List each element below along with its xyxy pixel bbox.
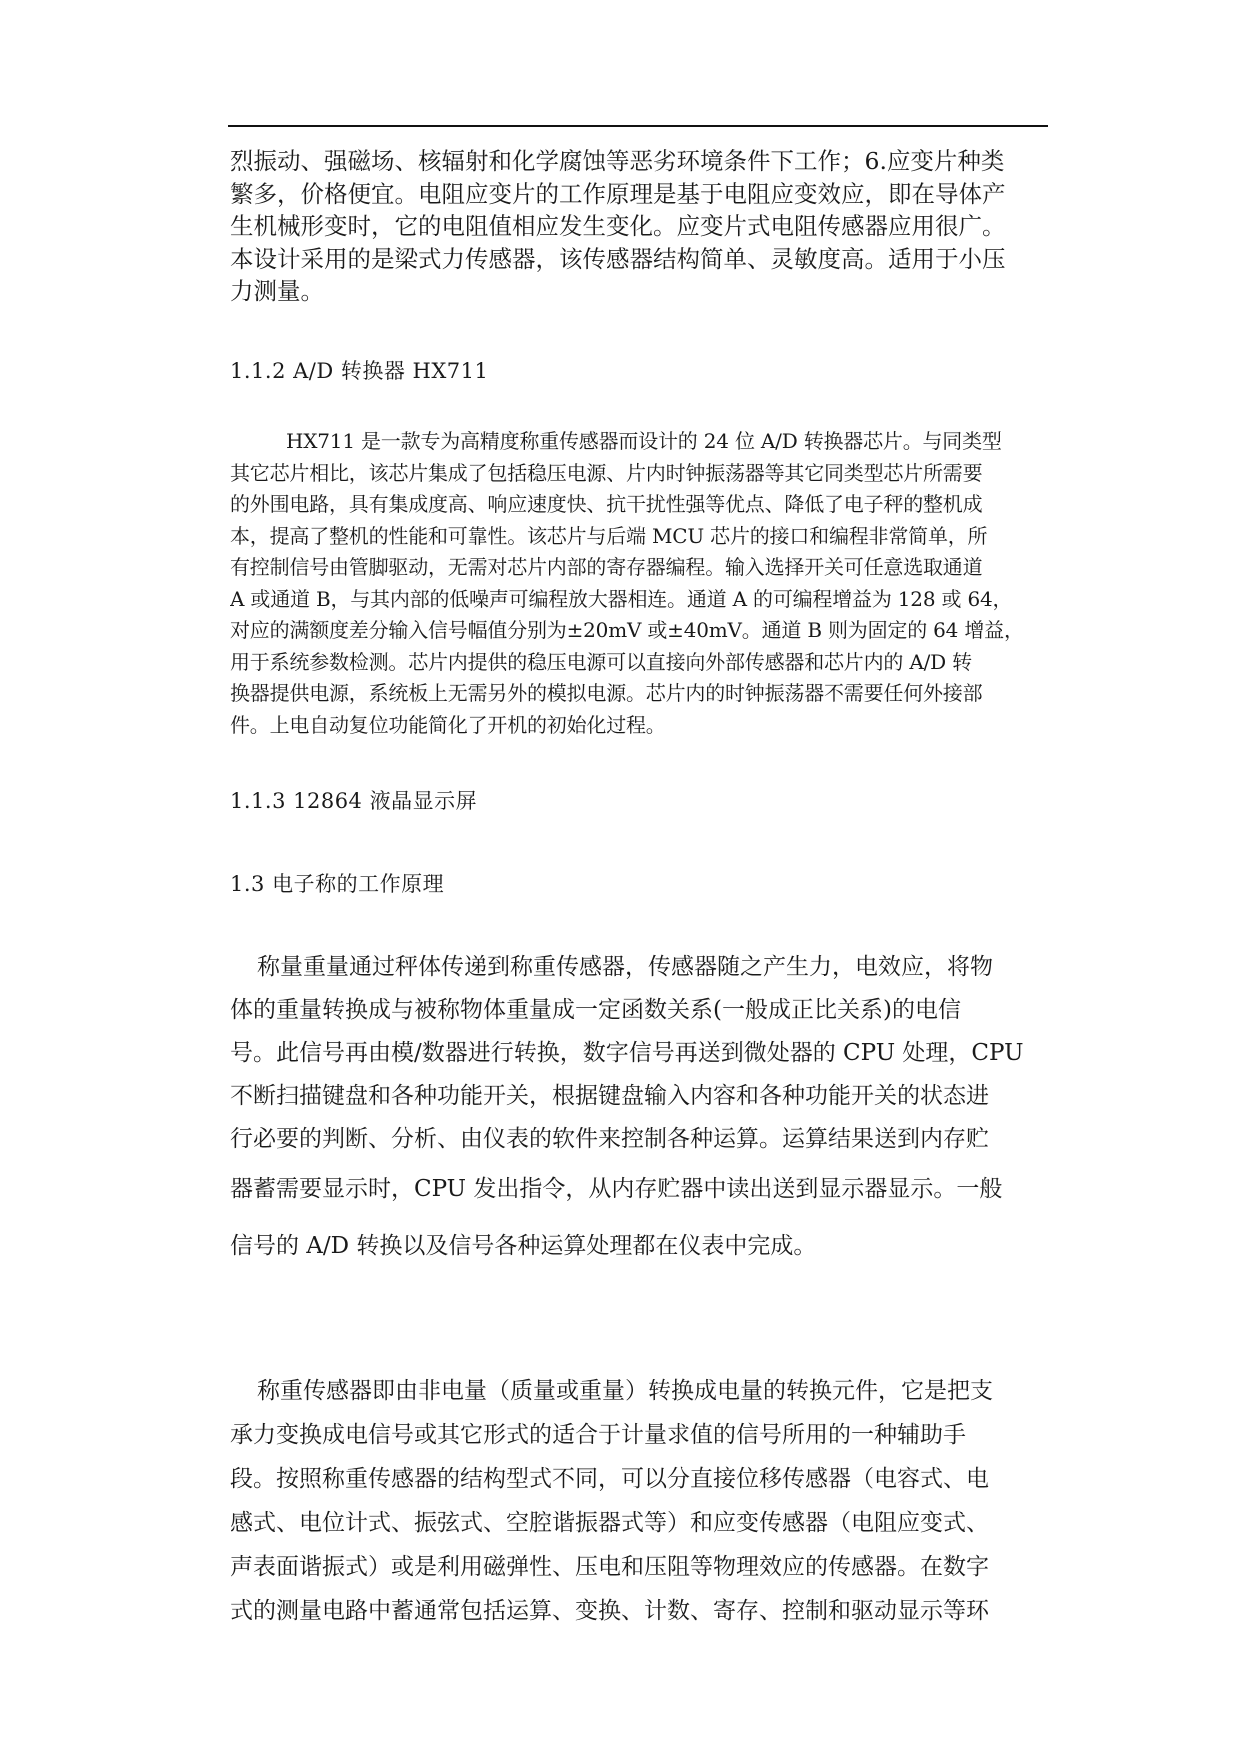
text-line: 感式、电位计式、振弦式、空腔谐振器式等）和应变传感器（电阻应变式、 (230, 1510, 989, 1536)
text-line: 用于系统参数检测。芯片内提供的稳压电源可以直接向外部传感器和芯片内的 A/D 转 (230, 649, 972, 674)
text-line: 声表面谐振式）或是利用磁弹性、压电和压阻等物理效应的传感器。在数字 (230, 1554, 989, 1580)
text-line: HX711 是一款专为高精度称重传感器而设计的 24 位 A/D 转换器芯片。与同类型 (286, 429, 1002, 453)
text-line: 烈振动、强磁场、核辐射和化学腐蚀等恶劣环境条件下工作；6.应变片种类 (230, 147, 1005, 175)
text-line: 繁多，价格便宜。电阻应变片的工作原理是基于电阻应变效应，即在导体产 (230, 179, 1006, 208)
text-line: 行必要的判断、分析、由仪表的软件来控制各种运算。运算结果送到内存贮 (230, 1126, 989, 1152)
text-line: 段。按照称重传感器的结构型式不同，可以分直接位移传感器（电容式、电 (230, 1466, 989, 1492)
paragraph-hx711 (230, 426, 1050, 741)
text-line: 力测量。 (230, 277, 324, 305)
header-rule (228, 125, 1048, 127)
text-line: 有控制信号由管脚驱动，无需对芯片内部的寄存器编程。输入选择开关可任意选取通道 (230, 555, 983, 579)
text-line: 体的重量转换成与被称物体重量成一定函数关系(一般成正比关系)的电信 (230, 997, 961, 1023)
text-line: 称重传感器即由非电量（质量或重量）转换成电量的转换元件，它是把支 (257, 1378, 993, 1404)
text-line: 对应的满额度差分输入信号幅值分别为±20mV 或±40mV。通道 B 则为固定的 64 增益， (230, 618, 1024, 642)
paragraph-strain-gauge (230, 145, 1050, 308)
text-line: 的外围电路，具有集成度高、响应速度快、抗干扰性强等优点、降低了电子秤的整机成 (230, 492, 983, 516)
text-line: 件。上电自动复位功能简化了开机的初始化过程。 (230, 712, 666, 737)
text-line: 生机械形变时，它的电阻值相应发生变化。应变片式电阻传感器应用很广。 (230, 212, 1006, 240)
section-heading-lcd: 1.1.3 12864 液晶显示屏 (230, 789, 478, 813)
section-heading-ad-converter: 1.1.2 A/D 转换器 HX711 (230, 359, 489, 383)
text-line: 信号的 A/D 转换以及信号各种运算处理都在仪表中完成。 (230, 1233, 817, 1259)
text-line: 号。此信号再由模/数器进行转换，数字信号再送到微处器的 CPU 处理，CPU (230, 1040, 1024, 1066)
text-line: 其它芯片相比，该芯片集成了包括稳压电源、片内时钟振荡器等其它同类型芯片所需要 (230, 460, 983, 485)
paragraph-working-principle (230, 946, 1050, 1268)
text-line: 本设计采用的是梁式力传感器，该传感器结构简单、灵敏度高。适用于小压 (230, 244, 1006, 273)
text-line: 称量重量通过秤体传递到称重传感器，传感器随之产生力，电效应，将物 (257, 954, 993, 980)
text-line: 器蓄需要显示时，CPU 发出指令，从内存贮器中读出送到显示器显示。一般 (230, 1176, 1003, 1202)
text-line: 式的测量电路中蓄通常包括运算、变换、计数、寄存、控制和驱动显示等环 (230, 1598, 989, 1624)
text-line: A 或通道 B，与其内部的低噪声可编程放大器相连。通道 A 的可编程增益为 128 或 64， (230, 586, 1013, 611)
section-heading-principle: 1.3 电子称的工作原理 (230, 872, 445, 896)
text-line: 本，提高了整机的性能和可靠性。该芯片与后端 MCU 芯片的接口和编程非常简单，所 (230, 523, 988, 548)
paragraph-weighing-sensor (230, 1369, 1050, 1633)
text-line: 不断扫描键盘和各种功能开关，根据键盘输入内容和各种功能开关的状态进 (230, 1083, 989, 1109)
text-line: 换器提供电源，系统板上无需另外的模拟电源。芯片内的时钟振荡器不需要任何外接部 (230, 681, 983, 705)
text-line: 承力变换成电信号或其它形式的适合于计量求值的信号所用的一种辅助手 (230, 1422, 966, 1448)
